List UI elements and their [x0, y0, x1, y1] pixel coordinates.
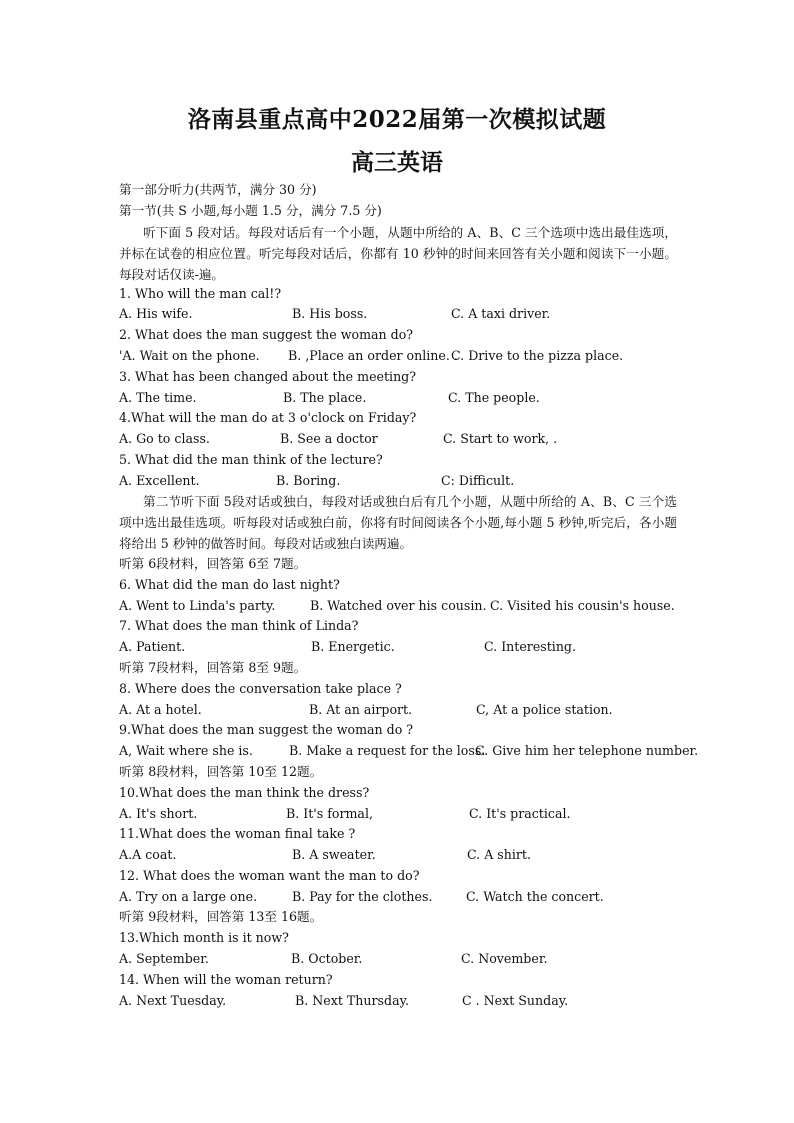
question-1: 1. Who will the man cal!? [119, 286, 282, 301]
q7-option-a: A. Patient. [119, 639, 186, 654]
q14-option-b: B. Next Thursday. [295, 993, 410, 1008]
question-11: 11.What does the woman final take ? [119, 826, 356, 841]
q4-option-a: A. Go to class. [119, 431, 210, 446]
q1-option-c: C. A taxi driver. [451, 306, 551, 321]
q3-option-a: A. The time. [119, 390, 197, 405]
q5-option-b: B. Boring. [276, 473, 341, 488]
exam-subtitle: 高三英语 [351, 149, 443, 176]
exam-title: 洛南县重点高中2022届第一次模拟试题 [187, 106, 607, 133]
q2-option-a: 'A. Wait on the phone. [119, 348, 260, 363]
q11-option-b: B. A sweater. [292, 847, 376, 862]
q9-option-c: C. Give him her telephone number. [475, 743, 699, 758]
q11-option-c: C. A shirt. [467, 847, 531, 862]
q11-option-a: A.A coat. [119, 847, 177, 862]
q5-option-a: A. Excellent. [119, 473, 200, 488]
q7-option-b: B. Energetic. [311, 639, 395, 654]
question-8: 8. Where does the conversation take place ? [119, 681, 402, 696]
material-9-heading: 听第 9段材料，回答第 13至 16题。 [119, 909, 323, 924]
q13-option-b: B. October. [291, 951, 363, 966]
q10-option-b: B. It's formal, [286, 806, 373, 821]
question-9: 9.What does the man suggest the woman do ? [119, 722, 414, 737]
q6-option-a: A. Went to Linda's party. [119, 598, 276, 613]
q9-option-a: A, Wait where she is. [119, 743, 253, 758]
part1-heading: 第一部分听力(共两节，满分 30 分) [119, 182, 317, 197]
q12-option-c: C. Watch the concert. [466, 889, 604, 904]
q5-option-c: C: Difficult. [441, 473, 515, 488]
q6-option-c: C. Visited his cousin's house. [490, 598, 675, 613]
question-7: 7. What does the man think of Linda? [119, 618, 359, 633]
question-5: 5. What did the man think of the lecture? [119, 452, 383, 467]
q4-option-b: B. See a doctor [280, 431, 378, 446]
question-2: 2. What does the man suggest the woman do? [119, 327, 414, 342]
q4-option-c: C. Start to work, . [443, 431, 558, 446]
q8-option-a: A. At a hotel. [119, 702, 202, 717]
question-10: 10.What does the man think the dress? [119, 785, 370, 800]
material-6-heading: 听第 6段材料，回答第 6至 7题。 [119, 556, 307, 571]
q1-option-b: B. His boss. [292, 306, 368, 321]
q14-option-a: A. Next Tuesday. [119, 993, 227, 1008]
question-14: 14. When will the woman return? [119, 972, 333, 987]
question-3: 3. What has been changed about the meeting? [119, 369, 416, 384]
q7-option-c: C. Interesting. [484, 639, 576, 654]
q2-option-c: C. Drive to the pizza place. [451, 348, 624, 363]
q9-option-b: B. Make a request for the loss. [289, 743, 486, 758]
q1-option-a: A. His wife. [119, 306, 193, 321]
question-6: 6. What did the man do last night? [119, 577, 340, 592]
question-4: 4.What will the man do at 3 o'clock on Friday? [119, 410, 417, 425]
question-13: 13.Which month is it now? [119, 930, 289, 945]
q8-option-b: B. At an airport. [309, 702, 413, 717]
q10-option-c: C. It's practical. [469, 806, 571, 821]
q12-option-b: B. Pay for the clothes. [292, 889, 433, 904]
material-8-heading: 听第 8段材料，回答第 10至 12题。 [119, 764, 323, 779]
q2-option-b: B. ,Place an order online. . [288, 348, 458, 363]
section2-instructions: 第二节听下面 5段对话或独白，每段对话或独白后有几个小题，从题中所给的 A、B、C 三个选项中选出最佳选项。听每段对话或独白前，你将有时间阅读各个小题,每小题 5 秒钟,听完后，各小题将给出 5 秒钟的做答时间。每段对话或独白读两遍。 [119, 494, 677, 551]
q14-option-c: C . Next Sunday. [462, 993, 569, 1008]
q3-option-b: B. The place. [283, 390, 367, 405]
q12-option-a: A. Try on a large one. [119, 889, 258, 904]
section1-heading: 第一节(共 S 小题,每小题 1.5 分，满分 7.5 分) [119, 203, 382, 218]
q6-option-b: B. Watched over his cousin. [310, 598, 487, 613]
q8-option-c: C, At a police station. [476, 702, 613, 717]
section1-instructions: 听下面 5 段对话。每段对话后有一个小题，从题中所给的 A、B、C 三个选项中选出最佳选项，并标在试卷的相应位置。听完每段对话后，你都有 10 秒钟的时间来回答有关小题和阅读下一小题。每段对话仅读-遍。 [119, 225, 677, 282]
q13-option-a: A. September. [119, 951, 209, 966]
material-7-heading: 听第 7段材料，回答第 8至 9题。 [119, 660, 307, 675]
q13-option-c: C. November. [461, 951, 548, 966]
q10-option-a: A. It's short. [119, 806, 198, 821]
q3-option-c: C. The people. [448, 390, 540, 405]
question-12: 12. What does the woman want the man to do? [119, 868, 420, 883]
